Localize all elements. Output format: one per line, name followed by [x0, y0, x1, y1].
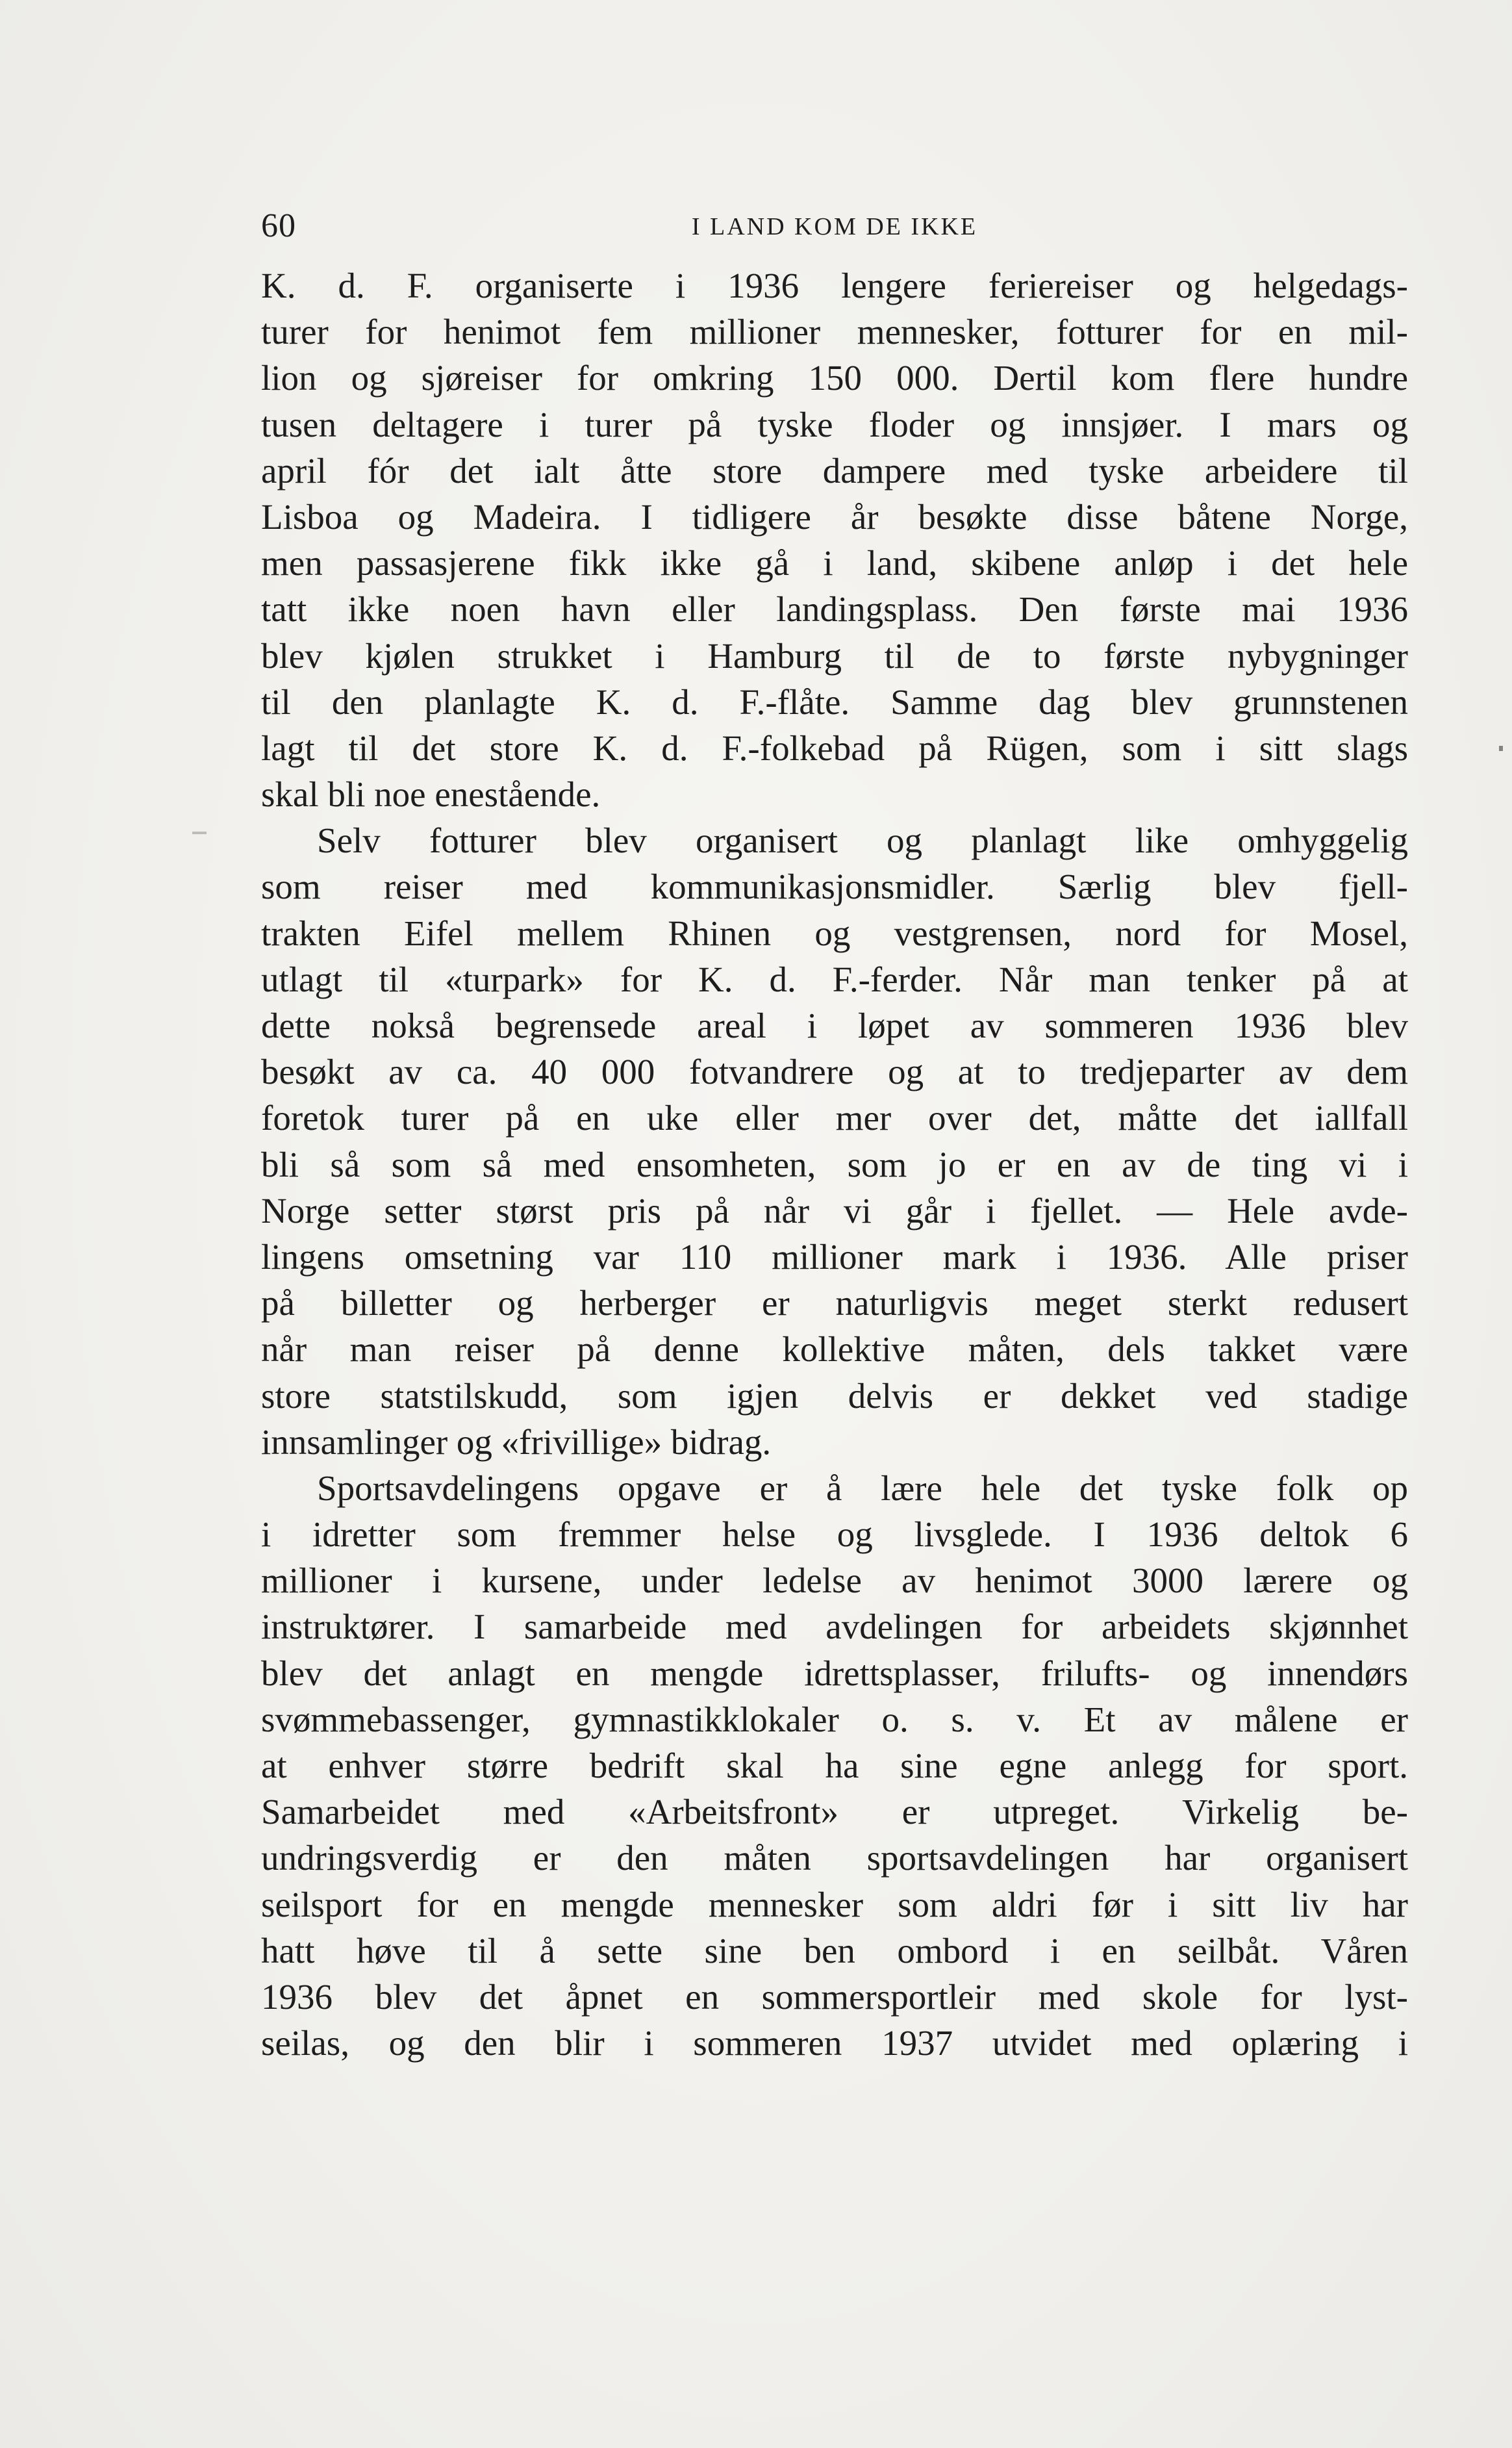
text-line: når man reiser på denne kollektive måten, dels takket være — [261, 1329, 1408, 1370]
body-text — [261, 262, 1408, 2066]
text-line: hatt høve til å sette sine ben ombord i en seilbåt. Våren — [261, 1930, 1408, 1970]
text-line: trakten Eifel mellem Rhinen og vestgrensen, nord for Mosel, — [261, 913, 1408, 953]
text-line: lion og sjøreiser for omkring 150 000. Dertil kom flere hundre — [261, 358, 1408, 398]
text-line: K. d. F. organiserte i 1936 lengere feriereiser og helgedags- — [261, 266, 1408, 305]
text-line: seilsport for en mengde mennesker som aldri før i sitt liv har — [261, 1884, 1408, 1924]
text-line: april fór det ialt åtte store dampere med tyske arbeidere til — [261, 450, 1408, 491]
text-line: 1936 blev det åpnet en sommersportleir med skole for lyst- — [261, 1976, 1408, 2017]
page-number: 60 — [261, 207, 296, 244]
text-line: besøkt av ca. 40 000 fotvandrere og at to tredjeparter av dem — [261, 1052, 1408, 1092]
page-header — [261, 207, 1408, 246]
text-line: innsamlinger og «frivillige» bidrag. — [261, 1422, 772, 1462]
paragraph-3 — [261, 1465, 1408, 2066]
text-line: tatt ikke noen havn eller landingsplass. Den første mai 1936 — [261, 589, 1408, 630]
text-line: i idretter som fremmer helse og livsglede. I 1936 deltok 6 — [261, 1514, 1408, 1555]
text-line: blev det anlagt en mengde idrettsplasser, frilufts- og innendørs — [261, 1653, 1408, 1693]
text-line: Selv fotturer blev organisert og planlagt like omhyggelig — [317, 821, 1408, 861]
text-line: Samarbeidet med «Arbeitsfront» er utpreget. Virkelig be- — [261, 1792, 1408, 1832]
text-line: som reiser med kommunikasjonsmidler. Særlig blev fjell- — [261, 867, 1408, 907]
paragraph-1 — [261, 262, 1408, 817]
text-line: Sportsavdelingens opgave er å lære hele det tyske folk op — [317, 1468, 1408, 1508]
text-line: Lisboa og Madeira. I tidligere år besøkte disse båtene Norge, — [261, 496, 1408, 537]
text-line: men passasjerene fikk ikke gå i land, skibene anløp i det hele — [261, 543, 1408, 583]
text-line: skal bli noe enestående. — [261, 774, 601, 815]
text-line: undringsverdig er den måten sportsavdelingen har organisert — [261, 1838, 1408, 1878]
text-line: Norge setter størst pris på når vi går i fjellet. — Hele avde- — [261, 1190, 1408, 1230]
text-line: turer for henimot fem millioner mennesker, fotturer for en mil- — [261, 312, 1408, 352]
text-line: seilas, og den blir i sommeren 1937 utvidet med oplæring i — [261, 2023, 1408, 2063]
paragraph-2 — [261, 817, 1408, 1465]
text-line: bli så som så med ensomheten, som jo er en av de ting vi i — [261, 1144, 1408, 1184]
text-line: tusen deltagere i turer på tyske floder og innsjøer. I mars og — [261, 404, 1408, 444]
text-line: lingens omsetning var 110 millioner mark i 1936. Alle priser — [261, 1236, 1408, 1277]
text-line: instruktører. I samarbeide med avdelingen for arbeidets skjønnhet — [261, 1607, 1408, 1647]
text-line: millioner i kursene, under ledelse av henimot 3000 lærere og — [261, 1561, 1408, 1601]
running-head: I LAND KOM DE IKKE — [691, 213, 978, 240]
text-line: blev kjølen strukket i Hamburg til de to første nybygninger — [261, 635, 1408, 676]
text-line: på billetter og herberger er naturligvis meget sterkt redusert — [261, 1283, 1408, 1323]
text-line: at enhver større bedrift skal ha sine egne anlegg for sport. — [261, 1746, 1408, 1785]
text-line: svømmebassenger, gymnastikklokaler o. s. v. Et av målene er — [261, 1699, 1408, 1739]
text-line: dette nokså begrensede areal i løpet av sommeren 1936 blev — [261, 1006, 1408, 1045]
text-line: store statstilskudd, som igjen delvis er dekket ved stadige — [261, 1375, 1408, 1416]
edge-speck — [1499, 746, 1503, 751]
text-line: lagt til det store K. d. F.-folkebad på Rügen, som i sitt slags — [261, 728, 1408, 768]
text-line: utlagt til «turpark» for K. d. F.-ferder. Når man tenker på at — [261, 959, 1408, 999]
text-line: til den planlagte K. d. F.-flåte. Samme dag blev grunnstenen — [261, 682, 1408, 722]
text-line: foretok turer på en uke eller mer over det, måtte det iallfall — [261, 1098, 1408, 1138]
margin-smudge — [192, 832, 207, 834]
